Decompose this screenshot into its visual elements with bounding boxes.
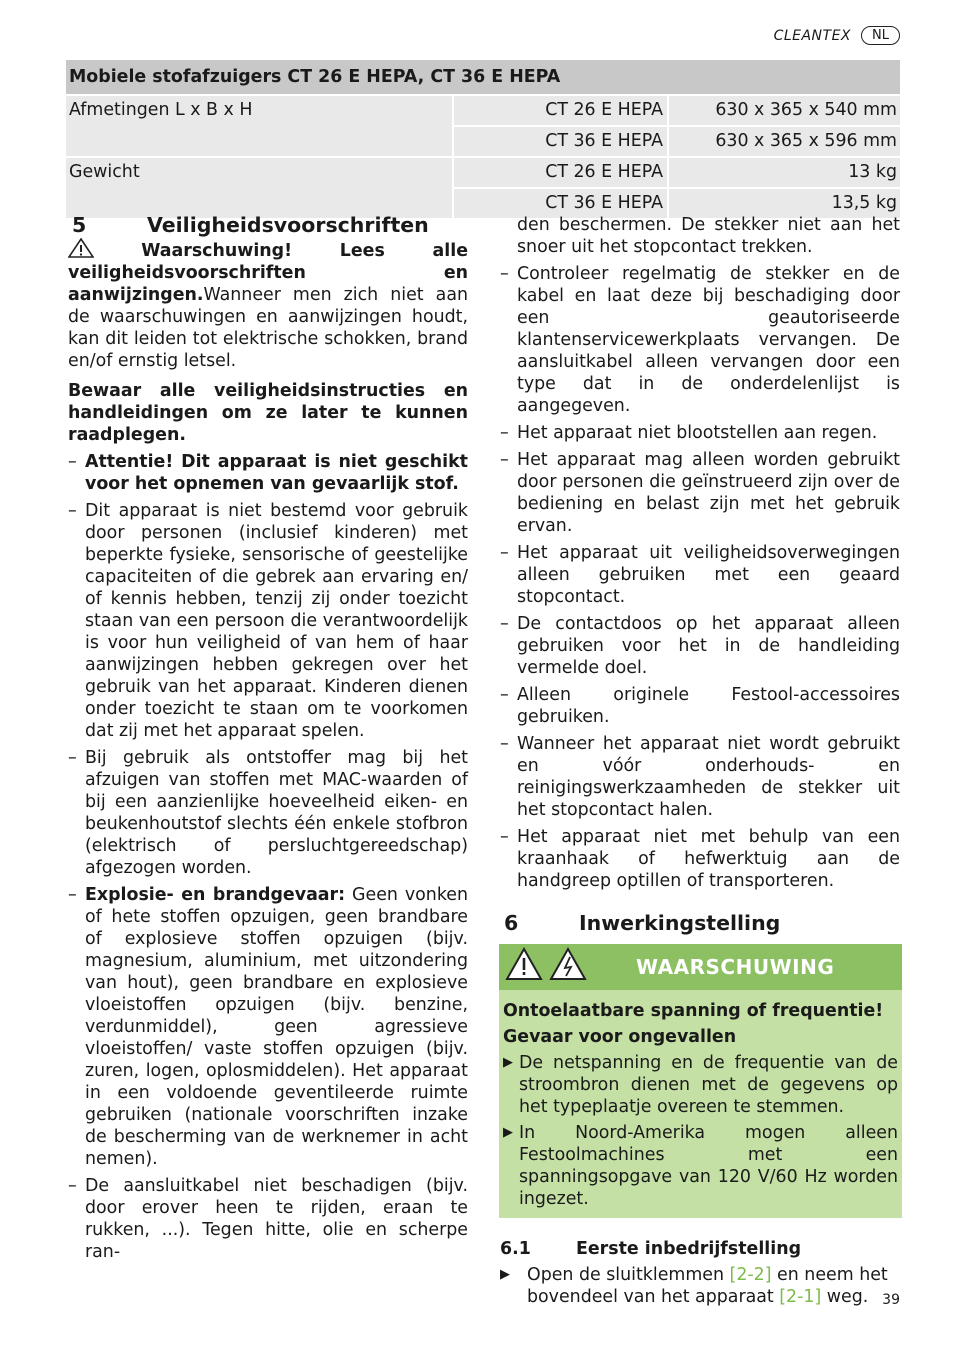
list-dash: –	[500, 614, 509, 634]
brand-name: CLEANTEX	[773, 27, 852, 44]
warning-box-header	[499, 944, 902, 990]
triangle-bullet-icon: ▶	[503, 1055, 513, 1070]
list-item: – Explosie- en brandgevaar: Geen vonken of hete stoffen opzuigen, geen brandbare of explosieve stoffen opzuigen (bijv. magnesium, aluminium, met uitzondering van hout), geen brandbare en explosieve vloeistoffen opzuigen (bijv. benzine, verdunmiddel), geen agressieve vloeistoffen/ vaste stoffen opzuigen (bijv. zuren, logen, oplosmiddelen). Het apparaat in een voldoende geventileerde ruimte gebruiken (nationale voorschriften inzake de bescherming van de werknemer in acht nemen).	[68, 885, 468, 1169]
warning-lead: Waarschuwing! Lees alle veiligheidsvoorschriften en aanwijzingen.	[68, 241, 468, 305]
list-item: – De contactdoos op het apparaat alleen gebruiken voor het in de handleiding vermelde doel.	[500, 614, 900, 678]
list-dash: –	[68, 501, 77, 521]
list-dash: –	[500, 685, 509, 705]
warning-box-title: WAARSCHUWING	[636, 955, 835, 979]
list-dash: –	[500, 827, 509, 847]
spec-label: Afmetingen L x B x H	[66, 95, 453, 157]
spec-value: 630 x 365 x 596 mm	[668, 126, 900, 157]
list-item: – Het apparaat uit veiligheidsoverwegingen alleen gebruiken met een geaard stopcontact.	[500, 543, 900, 607]
section-title: Veiligheidsvoorschriften	[147, 213, 429, 237]
list-dash: –	[68, 885, 77, 905]
spec-model: CT 26 E HEPA	[453, 95, 668, 126]
triangle-bullet-icon: ▶	[500, 1267, 510, 1282]
keep-instructions: Bewaar alle veiligheidsinstructies en handleidingen om ze later te kunnen raadplegen.	[68, 381, 468, 445]
warning-paragraph	[68, 238, 468, 372]
section-title: Inwerkingstelling	[579, 911, 781, 935]
list-dash: –	[68, 452, 77, 472]
spec-label: Gewicht	[66, 157, 453, 218]
list-item: – Alleen originele Festool-accessoires gebruiken.	[500, 685, 900, 727]
left-column	[68, 214, 468, 1263]
figure-reference: [2-2]	[729, 1265, 772, 1285]
list-item: – Het apparaat niet met behulp van een kraanhaak of hefwerktuig aan de handgreep optillen of transporteren.	[500, 827, 900, 891]
warning-text: Wanneer men zich niet aan de waarschuwingen en aanwijzingen houdt, kan dit leiden tot elektrische schokken, brand en/of ernstig letsel.	[68, 285, 468, 371]
warning-line: Ontoelaatbare spanning of frequentie!	[503, 1001, 884, 1021]
spec-value: 13 kg	[668, 157, 900, 188]
spec-model: CT 26 E HEPA	[453, 157, 668, 188]
spec-model: CT 36 E HEPA	[453, 188, 668, 218]
list-item: – Dit apparaat is niet bestemd voor gebruik door personen (inclusief kinderen) met beperkte fysieke, sensorische of geestelijke capaciteiten of die gebrek aan ervaring en/ of kennis hebben, tenzij zij onder toezicht staan van een persoon die verantwoordelijk is voor hun veiligheid of van hem of haar aanwijzingen hebben gekregen over het gebruik van het apparaat. Kinderen dienen onder toezicht te staan om te voorkomen dat zij met het apparaat spelen.	[68, 501, 468, 741]
triangle-bullet-icon: ▶	[503, 1125, 513, 1140]
list-dash: –	[68, 748, 77, 768]
list-item: – Attentie! Dit apparaat is niet geschikt voor het opnemen van gevaarlijk stof.	[68, 452, 468, 494]
warning-box	[499, 944, 902, 1218]
warning-line: Gevaar voor ongevallen	[503, 1027, 737, 1047]
subsection-heading: 6.1 Eerste inbedrijfstelling	[500, 1239, 802, 1259]
language-badge: NL	[861, 26, 900, 45]
warning-triangle-icon	[68, 241, 94, 261]
table-row	[66, 95, 900, 126]
table-row	[66, 157, 900, 188]
spec-value: 630 x 365 x 540 mm	[668, 95, 900, 126]
list-item: den beschermen. De stekker niet aan het snoer uit het stopcontact trekken.	[500, 214, 900, 258]
section-number: 6	[504, 911, 519, 935]
list-dash: –	[500, 450, 509, 470]
list-item: – Wanneer het apparaat niet wordt gebruikt en vóór onderhouds- en reinigingswerkzaamheden de stekker uit het stopcontact halen.	[500, 734, 900, 820]
list-dash	[500, 214, 517, 258]
section-5-heading	[68, 214, 468, 236]
right-column	[500, 214, 900, 1308]
figure-reference: [2-1]	[779, 1287, 822, 1307]
spec-table	[66, 58, 900, 218]
list-item: ▶ De netspanning en de frequentie van de stroombron dienen met de gegevens op het typeplaatje overeen te stemmen.	[503, 1053, 898, 1117]
list-item: – Controleer regelmatig de stekker en de kabel en laat deze bij beschadiging door een geautoriseerde klantenservicewerkplaats vervangen. De aansluitkabel alleen vervangen door een type dat in de onderdelenlijst is aangegeven.	[500, 264, 900, 416]
page-number: 39	[882, 1292, 900, 1308]
spec-model: CT 36 E HEPA	[453, 126, 668, 157]
section-6-heading	[500, 912, 900, 934]
list-dash: –	[500, 543, 509, 563]
electric-shock-icon	[549, 947, 587, 987]
instruction-step: ▶ Open de sluitklemmen [2-2] en neem het bovendeel van het apparaat [2-1] weg.	[500, 1265, 888, 1307]
section-number: 5	[72, 213, 87, 237]
list-item: – De aansluitkabel niet beschadigen (bijv. door erover heen te rijden, eraan te rukken, ...). Tegen hitte, olie en scherpe ran-	[68, 1176, 468, 1262]
list-dash: –	[500, 734, 509, 754]
list-dash: –	[68, 1176, 77, 1196]
page-header	[774, 26, 900, 45]
list-item: – Het apparaat niet blootstellen aan regen.	[500, 423, 878, 443]
list-item: – Het apparaat mag alleen worden gebruikt door personen die geïnstrueerd zijn over de bediening en belast zijn met het gebruik ervan.	[500, 450, 900, 536]
warning-triangle-icon	[505, 947, 543, 987]
spec-value: 13,5 kg	[668, 188, 900, 218]
list-dash: –	[500, 423, 509, 443]
list-item: – Bij gebruik als ontstoffer mag bij het afzuigen van stoffen met MAC-waarden of bij een aanzienlijke hoeveelheid eiken- en beukenhoutstof slechts één enkele stofbron (elektrisch of persluchtgereedschap) afgezogen worden.	[68, 748, 468, 878]
list-dash: –	[500, 264, 509, 284]
spec-table-title: Mobiele stofafzuigers CT 26 E HEPA, CT 36 E HEPA	[66, 59, 900, 95]
list-item: ▶ In Noord-Amerika mogen alleen Festoolmachines met een spanningsopgave van 120 V/60 Hz worden ingezet.	[503, 1123, 898, 1209]
